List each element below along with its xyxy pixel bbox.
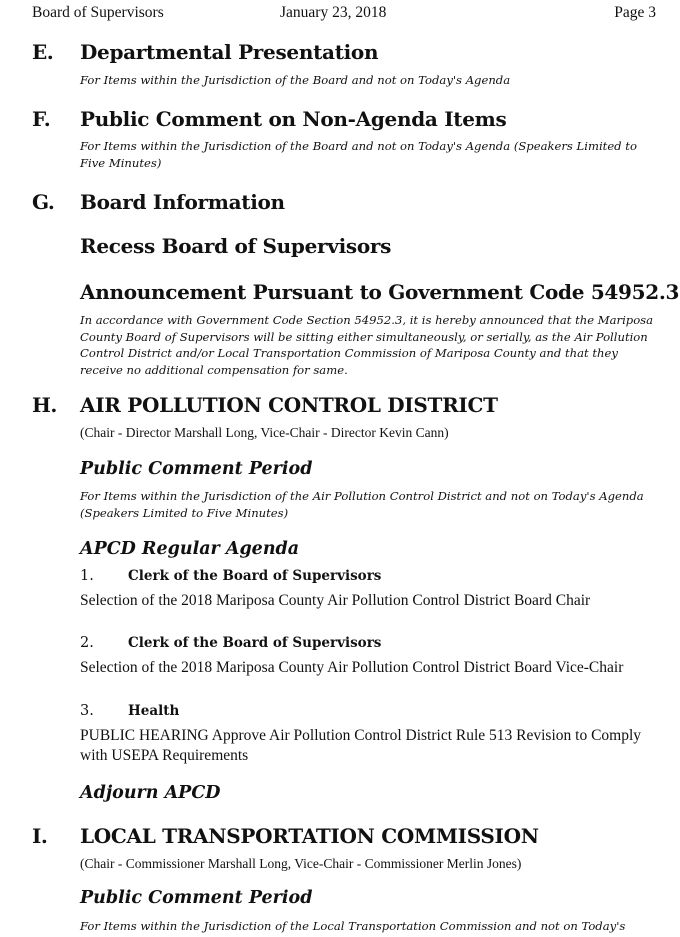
agenda-item-2-text: Selection of the 2018 Mariposa County Air Pollution Control District Board Vice-Chair bbox=[80, 659, 624, 676]
page-header bbox=[32, 4, 656, 24]
section-i-public-comment-title: Public Comment Period bbox=[80, 888, 313, 908]
section-h-chair: (Chair - Director Marshall Long, Vice-Chair - Director Kevin Cann) bbox=[80, 425, 449, 440]
header-date: January 23, 2018 bbox=[280, 4, 387, 21]
section-h-public-comment-title: Public Comment Period bbox=[80, 459, 313, 479]
header-board-name: Board of Supervisors bbox=[32, 4, 164, 21]
section-g-title: Board Information bbox=[80, 190, 285, 214]
section-f-note: For Items within the Jurisdiction of the Board and not on Today's Agenda (Speakers Limited to Five Minutes) bbox=[80, 139, 637, 170]
apcd-agenda-title: APCD Regular Agenda bbox=[80, 539, 300, 559]
agenda-item-3-dept: Health bbox=[128, 703, 180, 719]
section-e-note: For Items within the Jurisdiction of the Board and not on Today's Agenda bbox=[80, 73, 511, 87]
section-e-title: Departmental Presentation bbox=[80, 40, 379, 64]
recess-title: Recess Board of Supervisors bbox=[80, 234, 392, 258]
section-f-title: Public Comment on Non-Agenda Items bbox=[80, 107, 507, 131]
section-g-letter: G. bbox=[32, 190, 55, 214]
agenda-item-2-dept: Clerk of the Board of Supervisors bbox=[128, 635, 382, 651]
section-h-letter: H. bbox=[32, 393, 57, 417]
header-page-number: Page 3 bbox=[614, 4, 656, 21]
section-i-letter: I. bbox=[32, 824, 48, 848]
section-i-chair: (Chair - Commissioner Marshall Long, Vice-Chair - Commissioner Merlin Jones) bbox=[80, 856, 522, 871]
section-i-public-comment-note: For Items within the Jurisdiction of the Local Transportation Commission and not on Today's bbox=[80, 919, 626, 933]
agenda-item-3-number: 3. bbox=[80, 703, 94, 719]
announcement-title: Announcement Pursuant to Government Code 54952.3 bbox=[80, 280, 680, 304]
agenda-item-3-text: PUBLIC HEARING Approve Air Pollution Control District Rule 513 Revision to Comply with USEPA Requirements bbox=[80, 727, 642, 764]
section-h-title: AIR POLLUTION CONTROL DISTRICT bbox=[80, 393, 498, 417]
agenda-item-2-number: 2. bbox=[80, 635, 94, 651]
agenda-item-1-text: Selection of the 2018 Mariposa County Air Pollution Control District Board Chair bbox=[80, 592, 591, 609]
agenda-item-1-number: 1. bbox=[80, 568, 94, 584]
announcement-note: In accordance with Government Code Section 54952.3, it is hereby announced that the Mariposa County Board of Supervisors will be sitting either simultaneously, or serially, as the Air Pollution Control District and/or Local Transportation Commission of Mariposa County and that they receive no additional compensation for same. bbox=[80, 313, 654, 377]
section-f-letter: F. bbox=[32, 107, 51, 131]
adjourn-apcd: Adjourn APCD bbox=[80, 783, 221, 803]
section-i-title: LOCAL TRANSPORTATION COMMISSION bbox=[80, 824, 539, 848]
section-h-public-comment-note: For Items within the Jurisdiction of the Air Pollution Control District and not on Today's Agenda (Speakers Limited to Five Minutes) bbox=[80, 489, 644, 520]
agenda-item-1-dept: Clerk of the Board of Supervisors bbox=[128, 568, 382, 584]
section-e-letter: E. bbox=[32, 40, 54, 64]
